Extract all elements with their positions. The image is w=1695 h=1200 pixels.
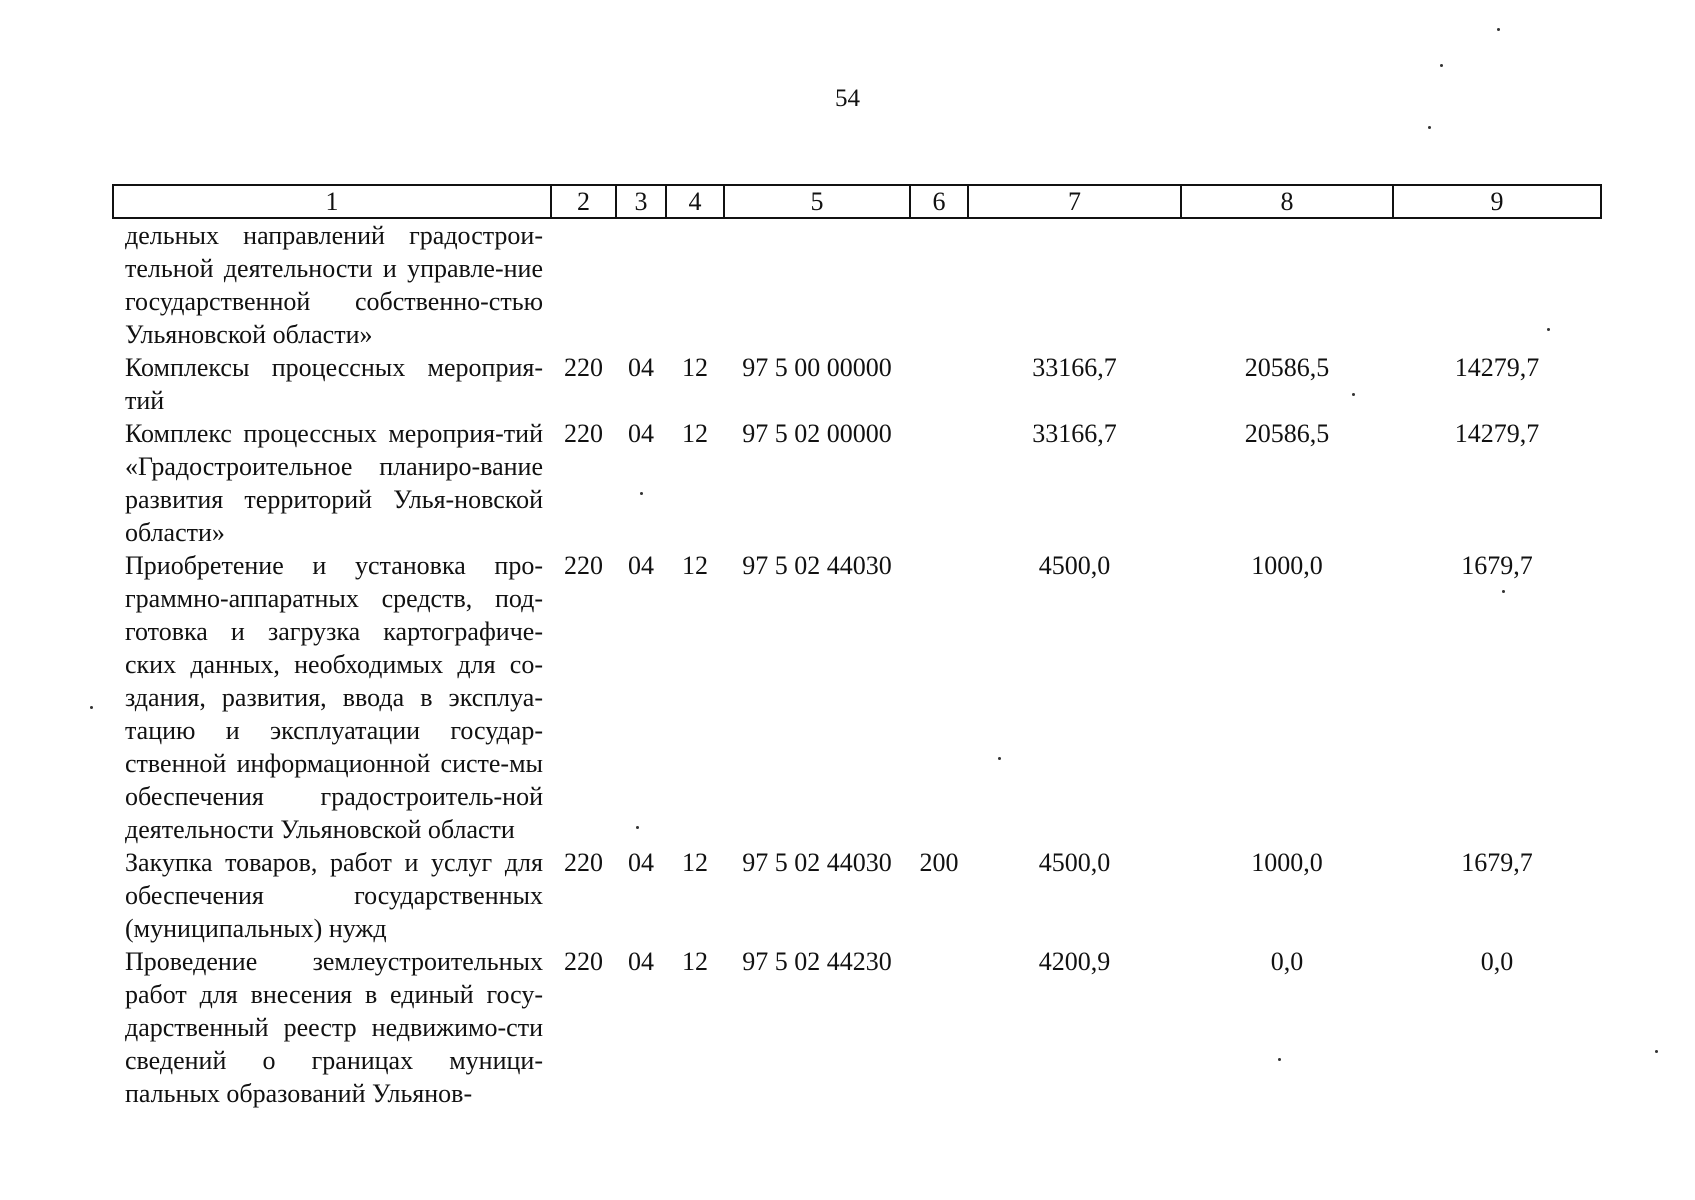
table-row <box>113 549 1601 846</box>
column-header-9: 9 <box>1393 185 1601 218</box>
cell-col-2 <box>551 218 616 351</box>
cell-col-8: 20586,5 <box>1244 419 1330 448</box>
cell-col-9: 14279,7 <box>1454 353 1540 382</box>
row-description: Комплексы процессных мероприя-тий <box>125 353 543 415</box>
cell-col-9: 1679,7 <box>1461 848 1533 877</box>
cell-col-2: 220 <box>564 848 603 877</box>
cell-col-8: 1000,0 <box>1251 551 1323 580</box>
cell-col-6 <box>910 218 968 351</box>
cell-col-8: 1000,0 <box>1251 848 1323 877</box>
cell-col-5 <box>724 218 910 351</box>
row-description: дельных направлений градострои-тельной деятельности и управле-ние государственной собственно-стью Ульяновской области» <box>125 221 543 349</box>
cell-col-9: 1679,7 <box>1461 551 1533 580</box>
cell-col-4: 12 <box>682 353 708 382</box>
scan-speck <box>1497 28 1500 31</box>
cell-col-2: 220 <box>564 947 603 976</box>
scan-speck <box>636 826 639 829</box>
scan-speck <box>1428 126 1431 129</box>
row-description: Приобретение и установка про-граммно-аппаратных средств, под-готовка и загрузка картографиче-ских данных, необходимых для со-здания, развития, ввода в эксплуа-тацию и эксплуатации государ-ственной информационной систе-мы обеспечения градостроитель-ной деятельности Ульяновской области <box>125 551 543 844</box>
cell-col-8: 20586,5 <box>1244 353 1330 382</box>
cell-col-8 <box>1181 218 1393 351</box>
budget-table <box>112 184 1602 1110</box>
scan-speck <box>1655 1050 1658 1053</box>
cell-col-2: 220 <box>564 419 603 448</box>
cell-col-8: 0,0 <box>1270 947 1304 976</box>
scan-speck <box>90 706 93 709</box>
cell-col-7: 4500,0 <box>1038 551 1111 580</box>
cell-col-4: 12 <box>682 551 708 580</box>
column-header-2: 2 <box>551 185 616 218</box>
scan-speck <box>640 492 643 495</box>
cell-col-4: 12 <box>682 947 708 976</box>
cell-col-5: 97 5 02 44230 <box>742 947 892 976</box>
scan-speck <box>998 757 1001 760</box>
cell-col-4: 12 <box>682 848 708 877</box>
cell-col-3: 04 <box>628 419 654 448</box>
cell-col-7: 33166,7 <box>1032 419 1117 448</box>
column-header-4: 4 <box>666 185 724 218</box>
cell-col-6 <box>910 549 968 846</box>
scan-speck <box>1502 590 1505 593</box>
table-row <box>113 218 1601 351</box>
scan-speck <box>1440 64 1443 67</box>
cell-col-7 <box>968 218 1181 351</box>
table-row <box>113 846 1601 945</box>
cell-col-4 <box>666 218 724 351</box>
cell-col-7: 4200,9 <box>1038 947 1111 976</box>
scan-speck <box>1547 328 1550 331</box>
cell-col-3: 04 <box>628 551 654 580</box>
cell-col-5: 97 5 02 44030 <box>742 551 892 580</box>
table-header-row <box>113 185 1601 218</box>
cell-col-5: 97 5 02 44030 <box>742 848 892 877</box>
scan-speck <box>1278 1058 1281 1061</box>
column-header-3: 3 <box>616 185 666 218</box>
cell-col-9: 0,0 <box>1480 947 1514 976</box>
column-header-6: 6 <box>910 185 968 218</box>
cell-col-9 <box>1393 218 1601 351</box>
scan-speck <box>1352 393 1355 396</box>
cell-col-5: 97 5 02 00000 <box>742 419 892 448</box>
cell-col-7: 4500,0 <box>1038 848 1111 877</box>
cell-col-6 <box>910 417 968 549</box>
cell-col-9: 14279,7 <box>1454 419 1540 448</box>
cell-col-6 <box>910 945 968 1110</box>
column-header-1: 1 <box>113 185 551 218</box>
cell-col-3: 04 <box>628 947 654 976</box>
column-header-8: 8 <box>1181 185 1393 218</box>
cell-col-6 <box>910 351 968 417</box>
table-row <box>113 945 1601 1110</box>
cell-col-3: 04 <box>628 353 654 382</box>
row-description: Комплекс процессных мероприя-тий «Градостроительное планиро-вание развития территорий Улья-новской области» <box>125 419 543 547</box>
budget-table-container <box>112 184 1602 1110</box>
cell-col-5: 97 5 00 00000 <box>742 353 892 382</box>
cell-col-6: 200 <box>919 848 959 877</box>
row-description: Закупка товаров, работ и услуг для обеспечения государственных (муниципальных) нужд <box>125 848 543 943</box>
cell-col-4: 12 <box>682 419 708 448</box>
cell-col-2: 220 <box>564 551 603 580</box>
table-body <box>113 218 1601 1110</box>
column-header-7: 7 <box>968 185 1181 218</box>
cell-col-3: 04 <box>628 848 654 877</box>
cell-col-7: 33166,7 <box>1032 353 1117 382</box>
row-description: Проведение землеустроительных работ для внесения в единый госу-дарственный реестр недвижимо-сти сведений о границах муници-пальных образований Ульянов- <box>125 947 543 1108</box>
page-number: 54 <box>835 85 860 112</box>
cell-col-3 <box>616 218 666 351</box>
table-row <box>113 351 1601 417</box>
column-header-5: 5 <box>724 185 910 218</box>
cell-col-2: 220 <box>564 353 603 382</box>
table-row <box>113 417 1601 549</box>
